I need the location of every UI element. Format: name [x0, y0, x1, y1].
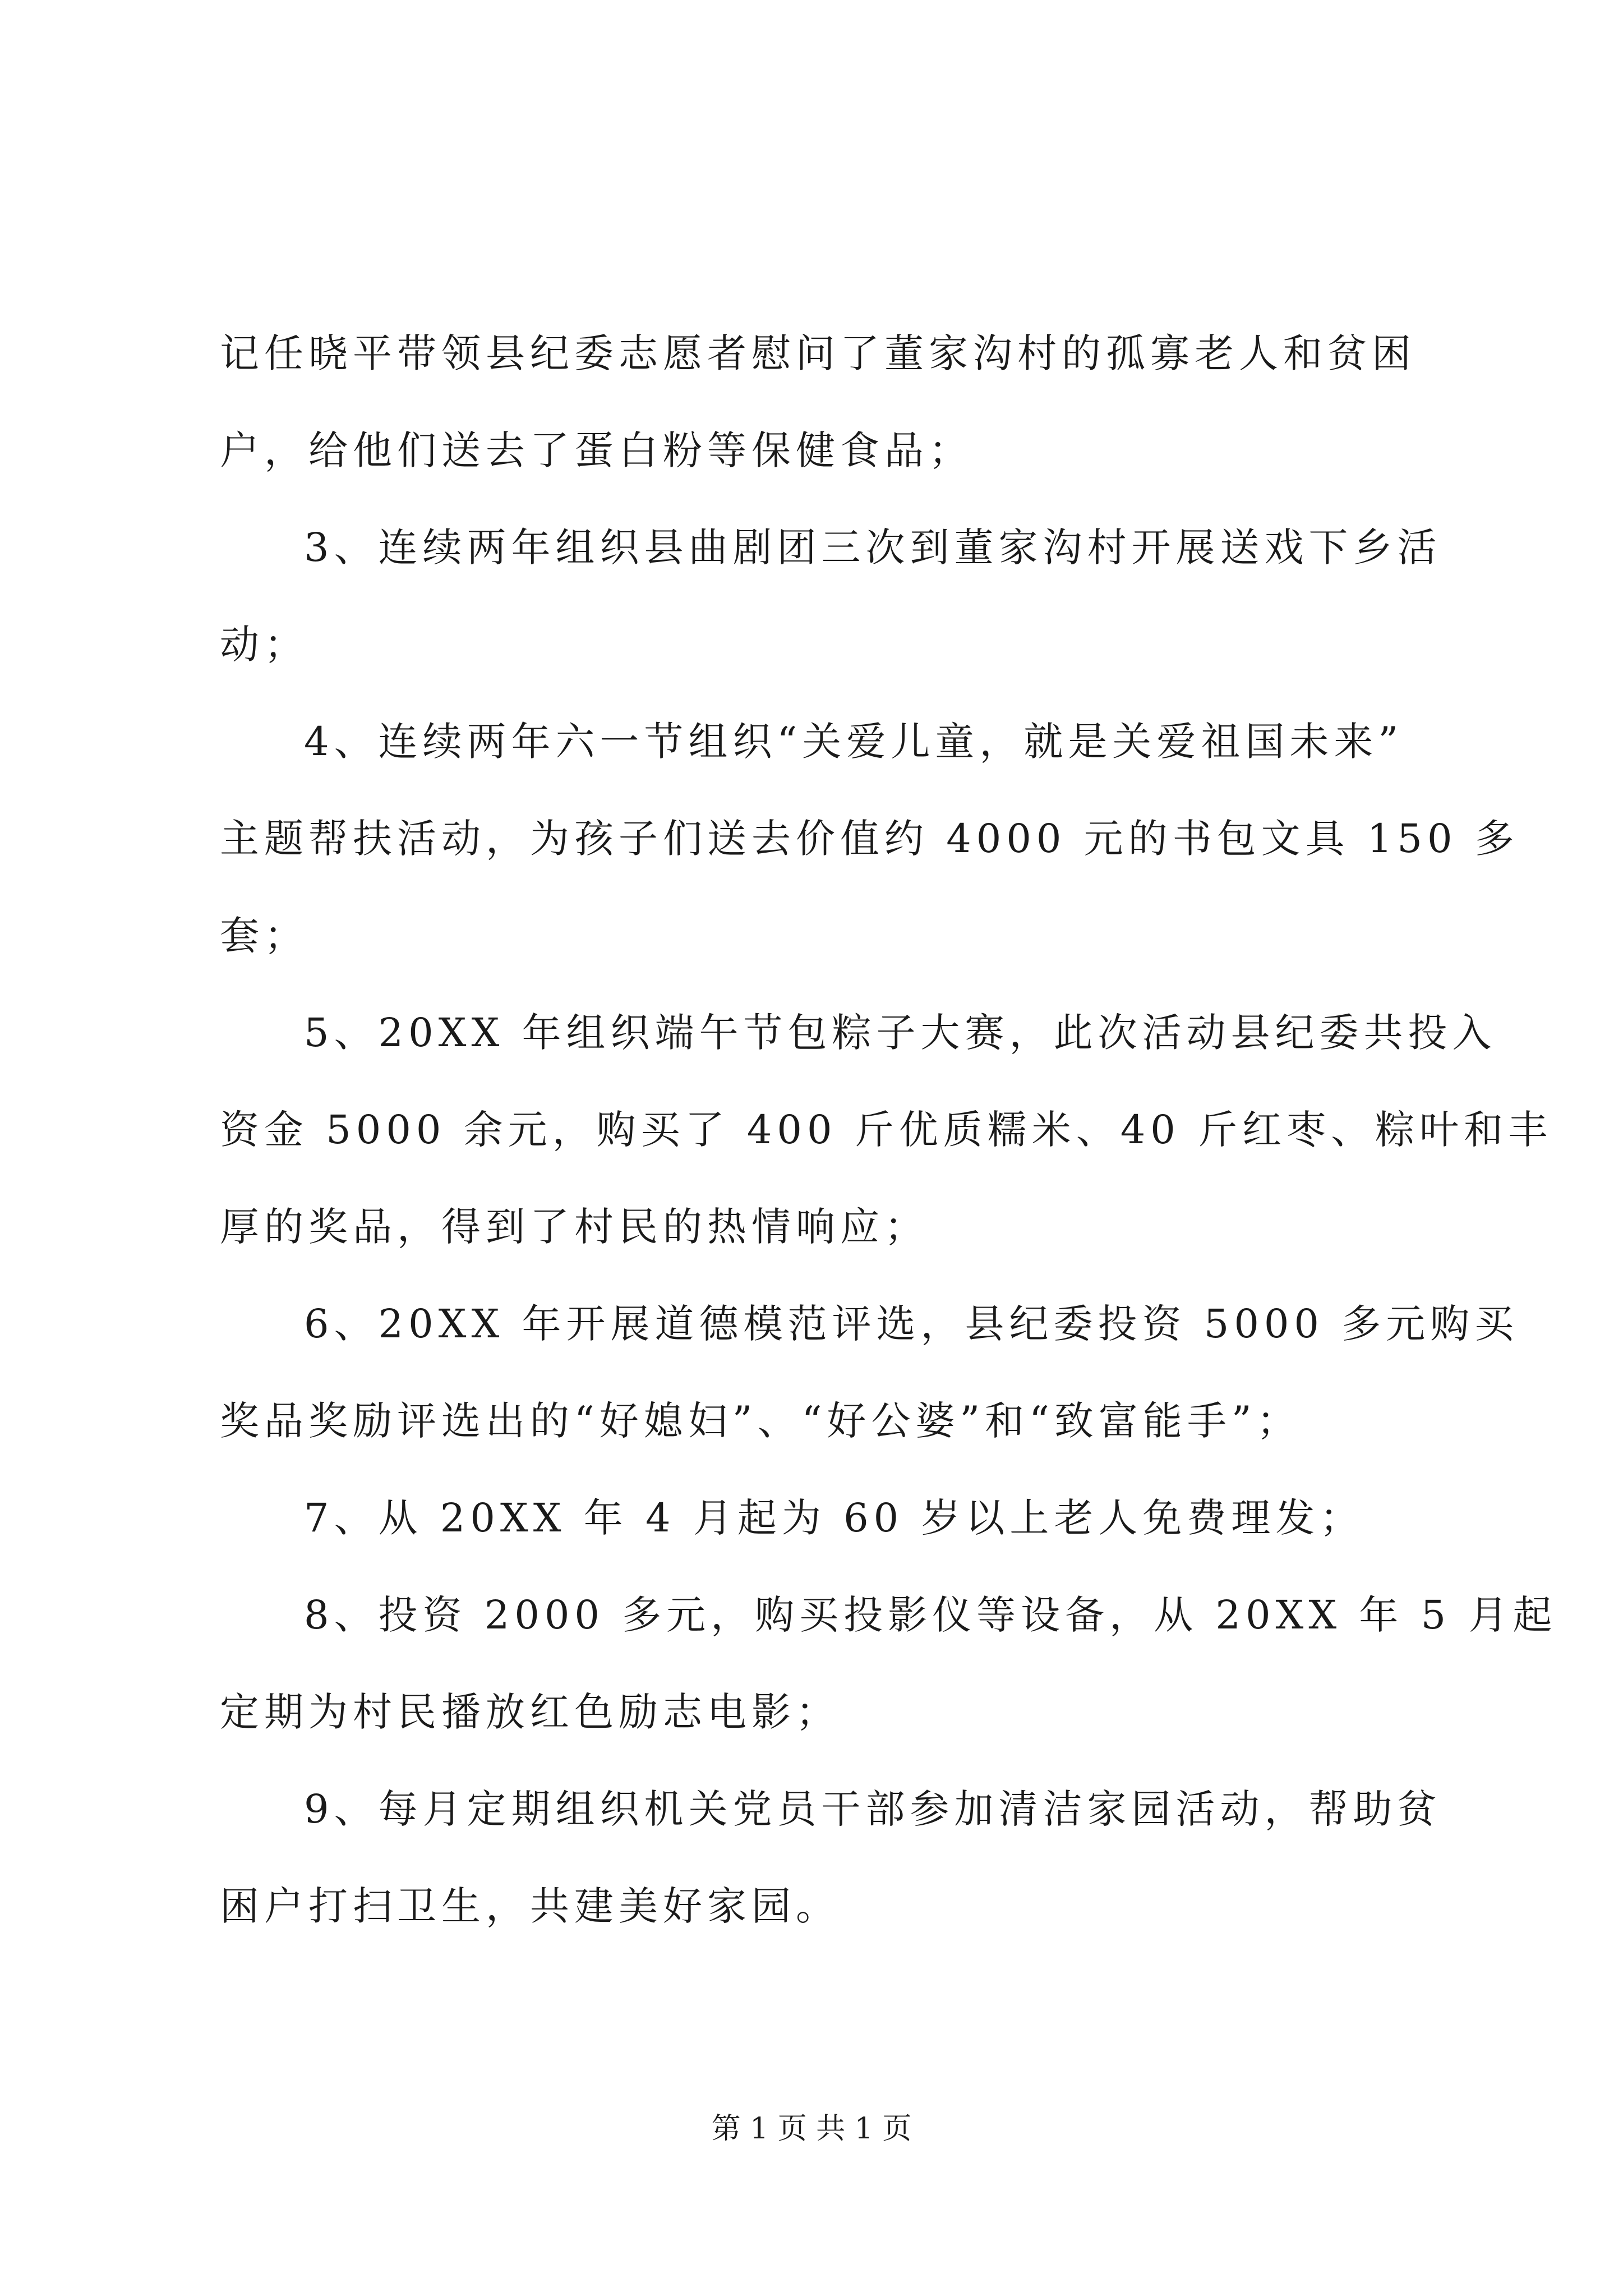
page-footer: 第 1 页 共 1 页 — [711, 2112, 912, 2146]
text-line: 套； — [220, 913, 308, 959]
text-line: 户，给他们送去了蛋白粉等保健食品； — [220, 427, 973, 473]
text-line: 动； — [220, 622, 308, 668]
text-line: 主题帮扶活动，为孩子们送去价值约 4000 元的书包文具 150 多 — [220, 816, 1519, 862]
list-item-3-line: 3、连续两年组织县曲剧团三次到董家沟村开展送戏下乡活 — [304, 524, 1442, 570]
list-item-7-line: 7、从 20XX 年 4 月起为 60 岁以上老人免费理发； — [304, 1495, 1364, 1541]
document-body — [220, 305, 1557, 1955]
list-item-8-line: 8、投资 2000 多元，购买投影仪等设备，从 20XX 年 5 月起 — [304, 1592, 1557, 1638]
list-item-6-line: 6、20XX 年开展道德模范评选，县纪委投资 5000 多元购买 — [304, 1301, 1519, 1347]
list-item-5-line: 5、20XX 年组织端午节包粽子大赛，此次活动县纪委共投入 — [304, 1010, 1497, 1056]
text-line: 厚的奖品，得到了村民的热情响应； — [220, 1204, 929, 1250]
text-line: 资金 5000 余元，购买了 400 斤优质糯米、40 斤红枣、粽叶和丰 — [220, 1107, 1553, 1153]
list-item-4-line: 4、连续两年六一节组织“关爱儿童，就是关爱祖国未来” — [304, 719, 1404, 765]
text-line: 困户打扫卫生，共建美好家园。 — [220, 1883, 840, 1929]
list-item-9-line: 9、每月定期组织机关党员干部参加清洁家园活动，帮助贫 — [304, 1786, 1442, 1832]
text-line: 定期为村民播放红色励志电影； — [220, 1689, 840, 1735]
text-line: 记任晓平带领县纪委志愿者慰问了董家沟村的孤寡老人和贫困 — [220, 330, 1416, 376]
text-line: 奖品奖励评选出的“好媳妇”、“好公婆”和“致富能手”； — [220, 1398, 1301, 1444]
